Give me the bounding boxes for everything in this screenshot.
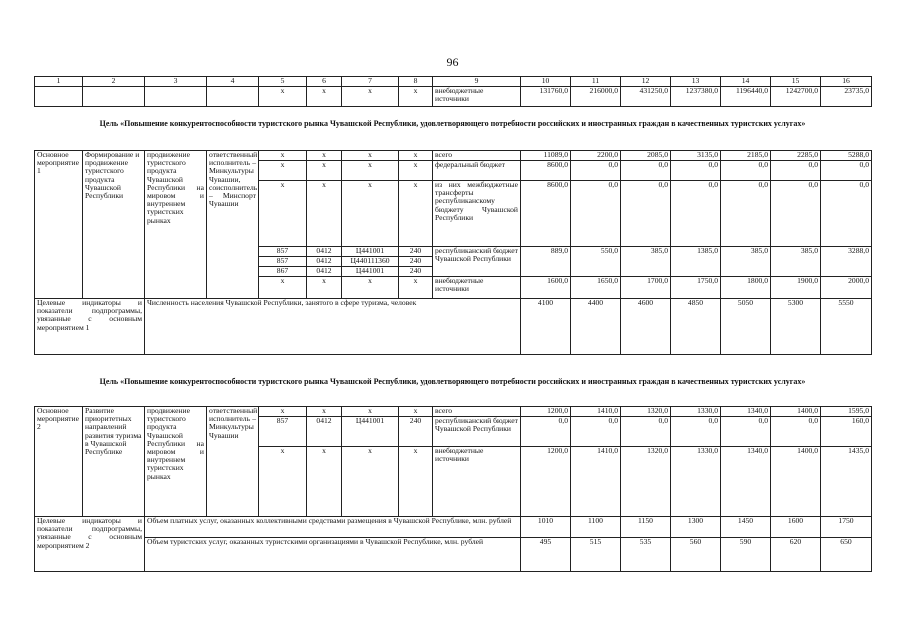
table-row: x x x x из них межбюджетные трансферты республиканскому бюджету Чувашской Республики 8600,0 0,0 0,0 0,0 0,0 0,0 0,0 xyxy=(35,181,872,247)
table-row: 857 0412 Ц441001 240 республиканский бюджет Чувашской Республики 889,0 550,0 385,0 1385,0 385,0 385,0 3288,0 xyxy=(35,247,872,257)
col-num: 11 xyxy=(571,77,621,87)
col-num: 15 xyxy=(771,77,821,87)
table-row: Основное мероприятие 2 Развитие приоритетных направлений развития туризма в Чувашской Республике продвижение туристского продукта Чувашской Республики на мировом и внутреннем туристских рынках ответственный исполнитель – Минкультуры Чувашии x x x x всего 1200,0 1410,0 1320,0 1330,0 1340,0 1400,0 1595,0 xyxy=(35,407,872,417)
col-num: 4 xyxy=(207,77,259,87)
goal-heading-2: Цель «Повышение конкурентоспособности туристского рынка Чувашской Республики, удовлетворяющего потребности российских и иностранных граждан в качественных туристских услугах» xyxy=(99,377,806,386)
indicator-name: Численность населения Чувашской Республики, занятого в сфере туризма, человек xyxy=(145,299,521,355)
col-num: 7 xyxy=(342,77,399,87)
table-row: x x x x федеральный бюджет 8600,0 0,0 0,0 0,0 0,0 0,0 0,0 xyxy=(35,161,872,181)
indicator-row: Целевые индикаторы и показатели подпрограммы, увязанные с основным мероприятием 2 Объем платных услуг, оказанных коллективными средствами размещения в Чувашской Республике, млн. рублей 1010 1100 1150 1300 1450 1600 1750 xyxy=(35,517,872,538)
indicator-label: Целевые индикаторы и показатели подпрограммы, увязанные с основным мероприятием 2 xyxy=(35,517,145,572)
col-num: 5 xyxy=(259,77,307,87)
goal-heading-1: Цель «Повышение конкурентоспособности туристского рынка Чувашской Республики, удовлетворяющего потребности российских и иностранных граждан в качественных туристских услугах» xyxy=(99,119,806,128)
col-num: 8 xyxy=(399,77,433,87)
table-row: x x x x внебюджетные источники 131760,0 216000,0 431250,0 1237380,0 1196440,0 1242700,0 23735,0 xyxy=(35,87,872,107)
table-row: x x x x внебюджетные источники 1600,0 1650,0 1700,0 1750,0 1800,0 1900,0 2000,0 xyxy=(35,277,872,299)
col-num: 13 xyxy=(671,77,721,87)
event1-table xyxy=(34,150,872,355)
table-row: 857 0412 Ц440111360 240 xyxy=(35,257,872,267)
page-number: 96 xyxy=(446,55,459,69)
col-num: 1 xyxy=(35,77,83,87)
col-num: 3 xyxy=(145,77,207,87)
event-type: Основное мероприятие 2 xyxy=(35,407,83,517)
event1-block xyxy=(34,150,871,355)
col-num: 2 xyxy=(83,77,145,87)
table-row: x x x x внебюджетные источники 1200,0 1410,0 1320,0 1330,0 1340,0 1400,0 1435,0 xyxy=(35,447,872,517)
table-row: 867 0412 Ц441001 240 xyxy=(35,267,872,277)
indicator-name: Объем туристских услуг, оказанных туристскими организациями в Чувашской Республике, млн. рублей xyxy=(145,538,521,572)
event-type: Основное мероприятие 1 xyxy=(35,151,83,299)
event2-table xyxy=(34,406,872,572)
header-table xyxy=(34,76,872,107)
event2-block xyxy=(34,406,871,572)
col-num: 14 xyxy=(721,77,771,87)
col-num: 12 xyxy=(621,77,671,87)
indicator-row: Объем туристских услуг, оказанных туристскими организациями в Чувашской Республике, млн. рублей 495 515 535 560 590 620 650 xyxy=(35,538,872,572)
table-row: Основное мероприятие 1 Формирование и продвижение туристского продукта Чувашской Республики продвижение туристского продукта Чувашской Республики на мировом и внутреннем туристских рынках ответственный исполнитель – Минкультуры Чувашии, соисполнитель – Минспорт Чувашии x x x x всего 11089,0 2200,0 2085,0 3135,0 2185,0 2285,0 5288,0 xyxy=(35,151,872,161)
indicator-name: Объем платных услуг, оказанных коллективными средствами размещения в Чувашской Республике, млн. рублей xyxy=(145,517,521,538)
table-header-block xyxy=(34,76,871,107)
event-responsible: ответственный исполнитель – Минкультуры Чувашии xyxy=(207,407,259,517)
source-cell: внебюджетные источники xyxy=(433,87,521,107)
event-task: продвижение туристского продукта Чувашской Республики на мировом и внутреннем туристских рынках xyxy=(145,407,207,517)
column-number-row xyxy=(35,77,872,87)
event-name: Формирование и продвижение туристского продукта Чувашской Республики xyxy=(83,151,145,299)
indicator-label: Целевые индикаторы и показатели подпрограммы, увязанные с основным мероприятием 1 xyxy=(35,299,145,355)
indicator-row: Целевые индикаторы и показатели подпрограммы, увязанные с основным мероприятием 1 Численность населения Чувашской Республики, занятого в сфере туризма, человек 4100 4400 4600 4850 5050 5300 5550 xyxy=(35,299,872,355)
event-name: Развитие приоритетных направлений развития туризма в Чувашской Республике xyxy=(83,407,145,517)
col-num: 16 xyxy=(821,77,872,87)
event-responsible: ответственный исполнитель – Минкультуры Чувашии, соисполнитель – Минспорт Чувашии xyxy=(207,151,259,299)
col-num: 9 xyxy=(433,77,521,87)
col-num: 6 xyxy=(307,77,342,87)
table-row: 857 0412 Ц441001 240 республиканский бюджет Чувашской Республики 0,0 0,0 0,0 0,0 0,0 0,0 160,0 xyxy=(35,417,872,447)
col-num: 10 xyxy=(521,77,571,87)
event-task: продвижение туристского продукта Чувашской Республики на мировом и внутреннем туристских рынках xyxy=(145,151,207,299)
